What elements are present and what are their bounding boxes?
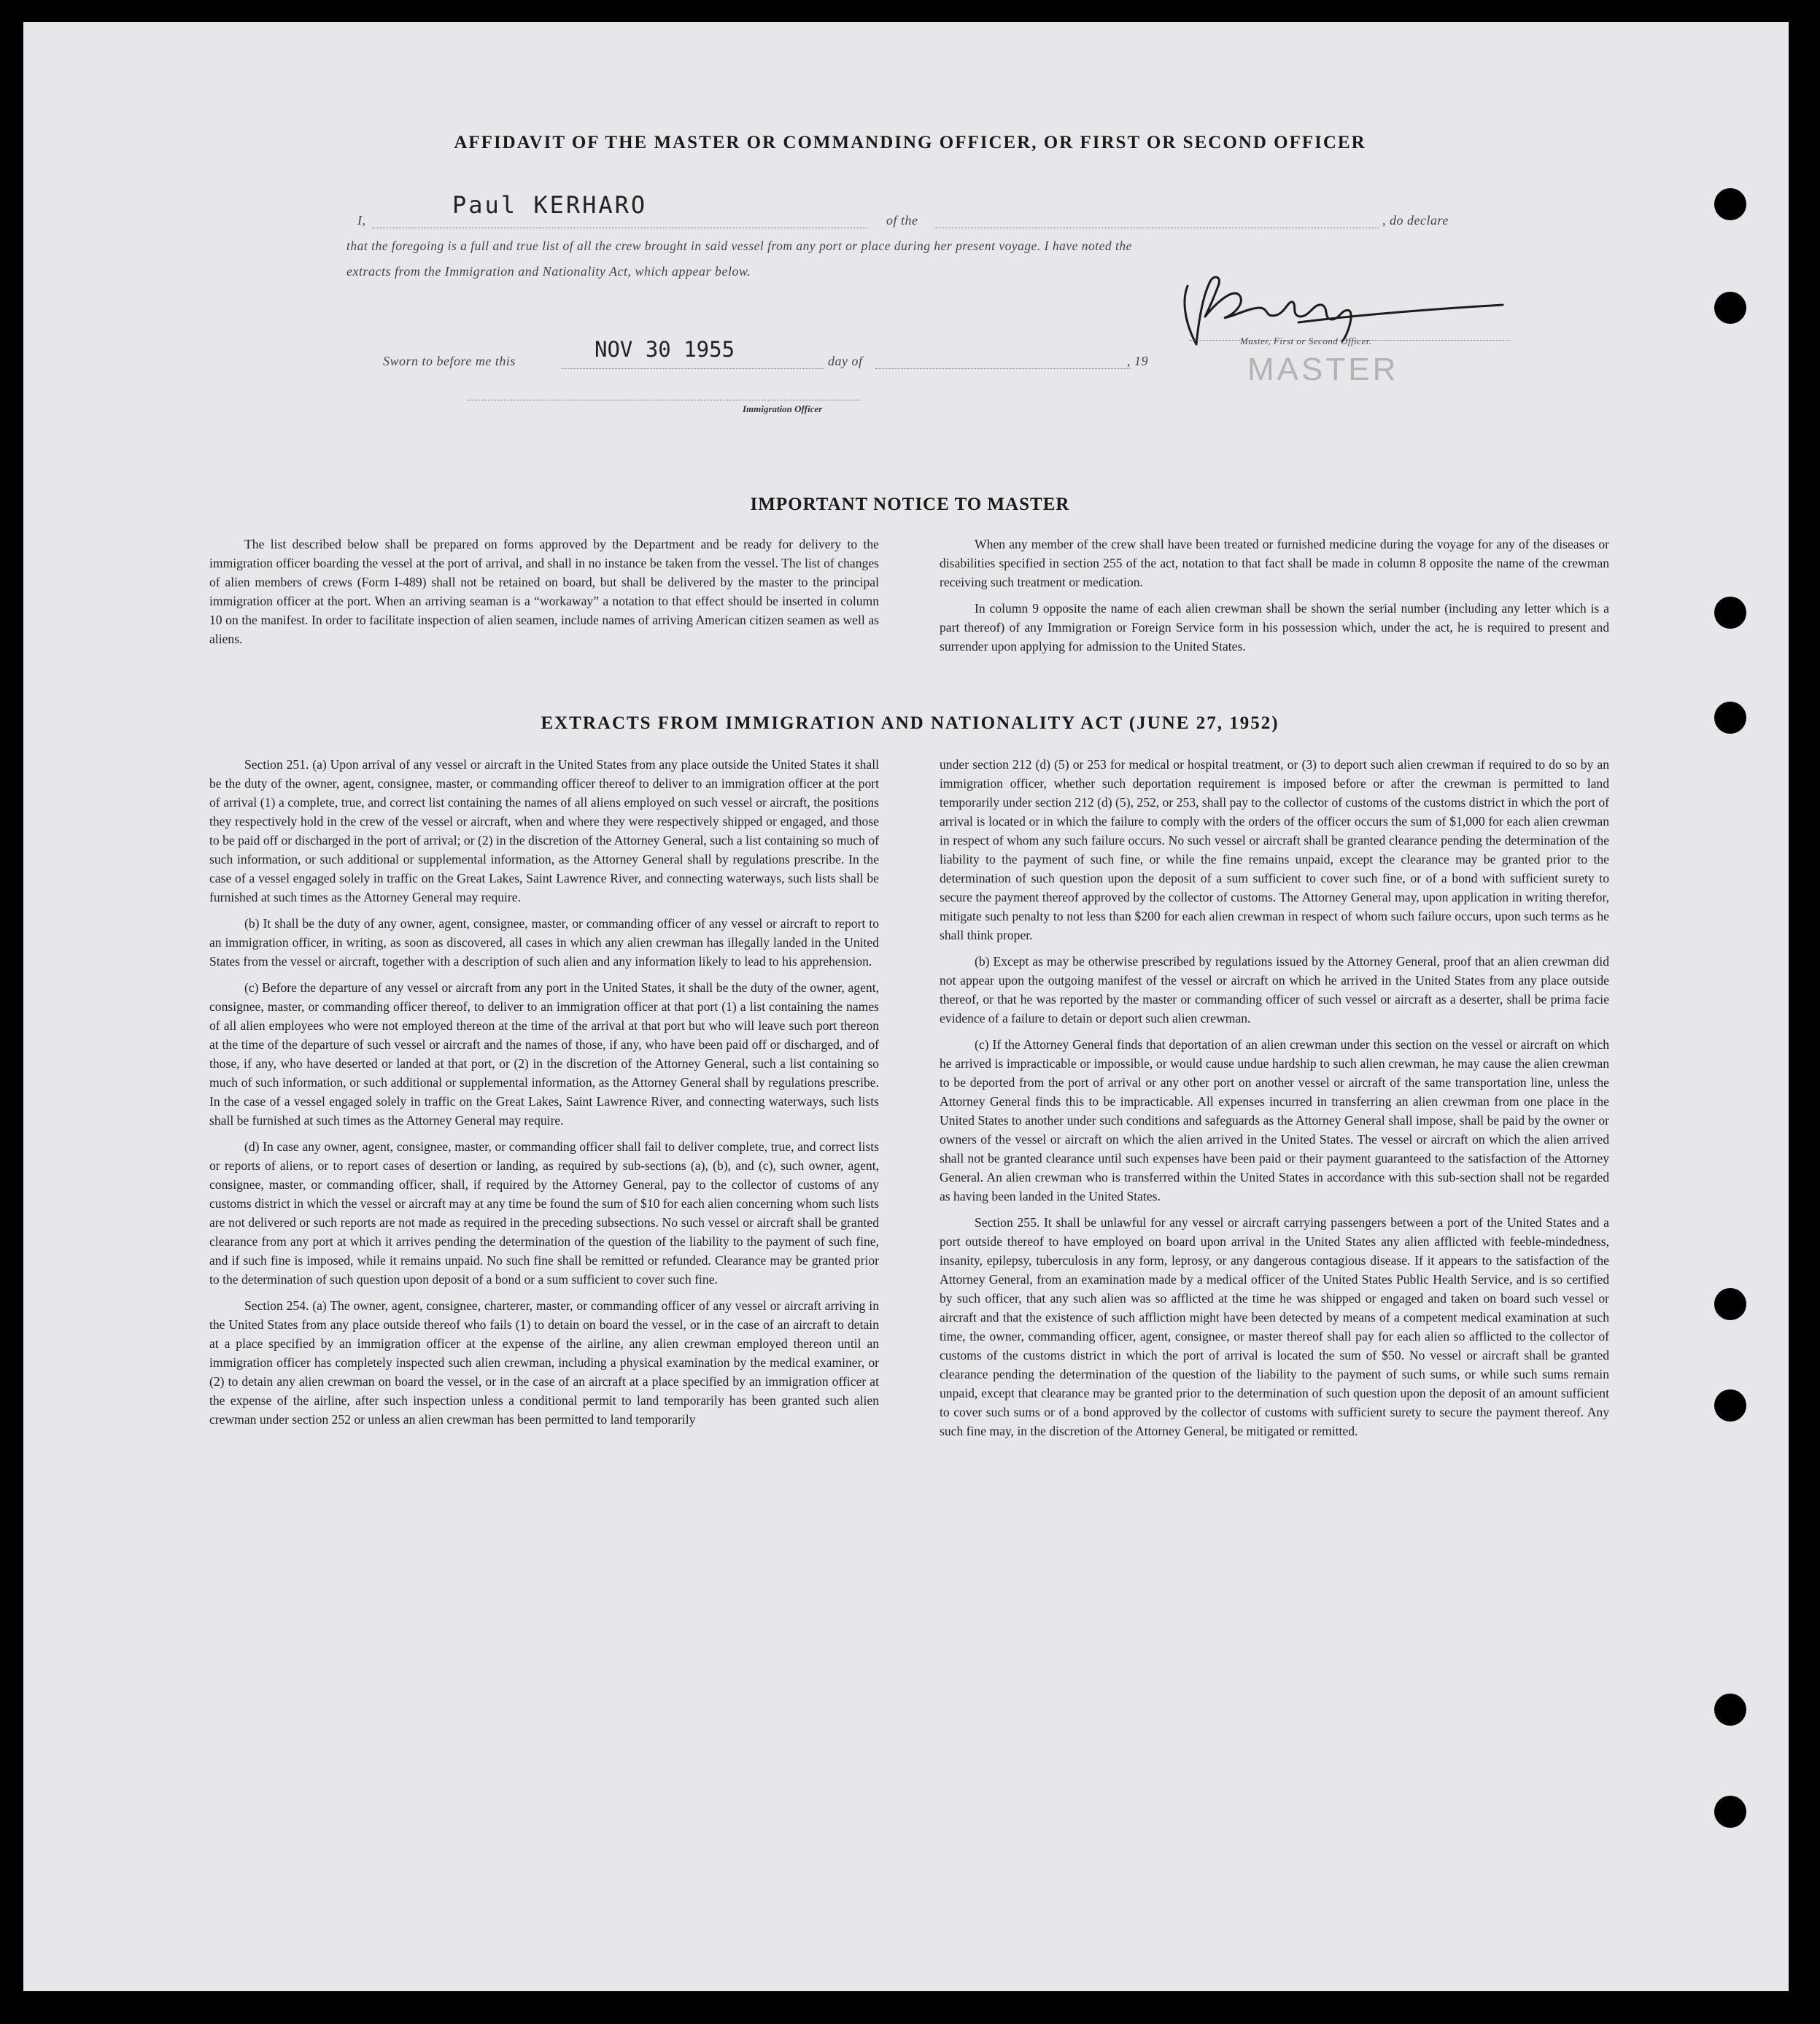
sworn-date: NOV 30 1955: [595, 337, 735, 362]
binder-hole: [1714, 188, 1746, 220]
officer-name: Paul KERHARO: [452, 191, 648, 219]
notice-title: IMPORTANT NOTICE TO MASTER: [750, 495, 1070, 514]
binder-hole: [1714, 1694, 1746, 1726]
section-254a-continued: under section 212 (d) (5) or 253 for medical or hospital treatment, or (3) to deport such alien crewman if required to do so by an immigration officer, whether such deportation requirement is imposed before or after the crewman is permitted to land temporarily under section 212 (d) (5), 252, or 253, shall pay to the collector of customs of the customs district in which the port of arrival is located or in which the failure to comply with the orders of the officer occurs the sum of $1,000 for each alien crewman in respect of whom any such failure occurs. No such vessel or aircraft shall be granted clearance pending the determination of the liability to the payment of such fine, or while the fine remains unpaid, except the clearance may be granted prior to the determination of such question upon the deposit of a sum sufficient to cover such fine, or of a bond with sufficient surety to secure the payment thereof approved by the collector of customs. The Attorney General may, upon application in writing therefor, mitigate such penalty to not less than $200 for each alien crewman in respect of whom such failure occurs, upon such terms as he shall think proper.: [940, 757, 1609, 942]
binder-hole: [1714, 1389, 1746, 1422]
binder-hole: [1714, 1288, 1746, 1320]
year-label: , 19: [1127, 354, 1148, 368]
extracts-right-column: [940, 755, 1609, 1448]
notice-right-paragraph-1: When any member of the crew shall have been treated or furnished medicine during the voyage for any of the diseases or disabilities specified in section 255 of the act, notation to that fact shall be made in column 8 opposite the name of the crewman receiving such treatment or medication.: [940, 537, 1609, 589]
notice-right-paragraph-2: In column 9 opposite the name of each alien crewman shall be shown the serial number (including any letter which is a part thereof) of any Immigration or Foreign Service form in his possession which, under the act, he is required to present and surrender upon applying for admission to the United States.: [940, 601, 1609, 654]
sworn-label: Sworn to before me this: [383, 354, 516, 368]
notice-left-column: [209, 535, 879, 656]
section-251d: (d) In case any owner, agent, consignee, master, or commanding officer shall fail to deliver complete, true, and correct lists or reports of aliens, or to report cases of desertion or landing, as required by sub-sections (a), (b), and (c), such owner, agent, consignee, master, or commanding officer, shall, if required by the Attorney General, pay to the collector of customs of any customs district in which the vessel or aircraft may at any time be found the sum of $10 for each alien concerning whom such lists are not delivered or such reports are not made as required in the preceding subsections. No such vessel or aircraft shall be granted clearance from any port at which it arrives pending the determination of the question of the liability to the payment of such fine, and if such fine is imposed, while it remains unpaid. No such fine shall be remitted or refunded. Clearance may be granted prior to the determination of such question upon deposit of a bond or a sum sufficient to cover such fine.: [209, 1139, 879, 1287]
extracts-left-column: [209, 755, 879, 1436]
section-254c: (c) If the Attorney General finds that deportation of an alien crewman under this section on the vessel or aircraft on which he arrived is impracticable or impossible, or would cause undue hardship to such alien crewman, he may cause the alien crewman to be deported from the port of arrival or any other port on another vessel or aircraft of the same transportation line, unless the Attorney General finds this to be impracticable. All expenses incurred in transferring an alien crewman from one place in the United States to another under such conditions and safeguards as the Attorney General shall impose, shall be paid by the owner or owners of the vessel or aircraft on which the alien arrived in the United States. The vessel or aircraft on which the alien arrived shall not be granted clearance until such expenses have been paid or their payment guaranteed to the satisfaction of the Attorney General. An alien crewman who is transferred within the United States in accordance with this sub-section shall not be regarded as having been landed in the United States.: [940, 1037, 1609, 1203]
section-255: Section 255. It shall be unlawful for any vessel or aircraft carrying passengers between a port of the United States and a port outside thereof to have employed on board upon arrival in the United States any alien afflicted with feeble-mindedness, insanity, epilepsy, tuberculosis in any form, leprosy, or any dangerous contagious disease. If it appears to the satisfaction of the Attorney General, from an examination made by a medical officer of the United States Public Health Service, and is so certified by such officer, that any such alien was so afflicted at the time he was shipped or engaged and taken on board such vessel or aircraft and that the existence of such affliction might have been detected by means of a competent medical examination at such time, the owner, commanding officer, agent, consignee, or master thereof shall pay for each alien so afflicted to the collector of customs of the customs district in which the port of arrival is located the sum of $50. No vessel or aircraft shall be granted clearance pending the determination of the question of the liability to the payment of such sums, or while such sums remain unpaid, except that clearance may be granted prior to the determination of such question upon the deposit of an amount sufficient to cover such sums or of a bond approved by the collector of customs with sufficient surety to secure the payment thereof. Any such fine may, in the discretion of the Attorney General, be mitigated or remitted.: [940, 1215, 1609, 1438]
signature-caption: Master, First or Second Officer.: [1240, 336, 1372, 346]
section-254b: (b) Except as may be otherwise prescribed by regulations issued by the Attorney General, proof that an alien crewman did not appear upon the outgoing manifest of the vessel or aircraft on which he arrived in the United States from any place outside thereof, or that he was reported by the master or commanding officer of such vessel or aircraft as a deserter, shall be prima facie evidence of a failure to detain or deport such alien crewman.: [940, 954, 1609, 1025]
extracts-title: EXTRACTS FROM IMMIGRATION AND NATIONALITY ACT (JUNE 27, 1952): [541, 713, 1279, 733]
section-251b: (b) It shall be the duty of any owner, agent, consignee, master, or commanding officer of any vessel or aircraft to report to an immigration officer, in writing, as soon as discovered, all cases in which any alien crewman has illegally landed in the United States from the vessel or aircraft, together with a description of such alien and any information likely to lead to his apprehension.: [209, 916, 879, 969]
declaration-line-1: that the foregoing is a full and true list of all the crew brought in said vessel from any port or place during her present voyage. I have noted the: [346, 239, 1132, 253]
month-line: [875, 368, 1131, 369]
of-the-label: of the: [886, 213, 918, 228]
do-declare-label: , do declare: [1382, 213, 1449, 228]
immigration-officer-label: Immigration Officer: [743, 403, 823, 414]
affidavit-title: AFFIDAVIT OF THE MASTER OR COMMANDING OFFICER, OR FIRST OR SECOND OFFICER: [454, 133, 1366, 152]
section-251a: Section 251. (a) Upon arrival of any vessel or aircraft in the United States from any place outside the United States it shall be the duty of the owner, agent, consignee, master, or commanding officer thereof to deliver to an immigration officer at the port of arrival (1) a complete, true, and correct list containing the names of all aliens employed on such vessel or aircraft, the positions they respectively hold in the crew of the vessel or aircraft, when and where they were respectively shipped or engaged, and those to be paid off or discharged in the port of arrival; or (2) in the discretion of the Attorney General, such a list containing so much of such information, or such additional or supplemental information, as the Attorney General shall by regulations prescribe. In the case of a vessel engaged solely in traffic on the Great Lakes, Saint Lawrence River, and connecting waterways, such lists shall be furnished at such times as the Attorney General may require.: [209, 757, 879, 904]
declaration-line-2: extracts from the Immigration and Nationality Act, which appear below.: [346, 264, 751, 279]
binder-hole: [1714, 1796, 1746, 1828]
notice-right-column: [940, 535, 1609, 663]
day-of-label: day of: [828, 354, 863, 368]
master-stamp: MASTER: [1247, 352, 1399, 387]
sworn-day-line: [562, 368, 824, 369]
section-251c: (c) Before the departure of any vessel or aircraft from any port in the United States, it shall be the duty of the owner, agent, consignee, master, or commanding officer thereof, to deliver to an immigration officer at that port (1) a list containing the names of all alien employees who were not employed thereon at the time of the arrival at that port but who will leave such port thereon at the time of the departure of such vessel or aircraft and the names of those, if any, who have been paid off or discharged, and of those, if any, who have deserted or landed at that port, or (2) in the discretion of the Attorney General, such a list containing so much of such information, or such additional or supplemental information, as the Attorney General shall by regulations prescribe. In the case of a vessel engaged solely in traffic on the Great Lakes, Saint Lawrence River, and connecting waterways, such lists shall be furnished at such times as the Attorney General may require.: [209, 980, 879, 1128]
binder-hole: [1714, 597, 1746, 629]
notice-left-paragraph: The list described below shall be prepared on forms approved by the Department and be ready for delivery to the immigration officer boarding the vessel at the port of arrival, and shall in no instance be taken from the vessel. The list of changes of alien members of crews (Form I-489) shall not be retained on board, but shall be delivered by the master to the principal immigration officer at the port. When an arriving seaman is a “workaway” a notation to that effect should be inserted in column 10 on the manifest. In order to facilitate inspection of alien seamen, include names of arriving American citizen seamen as well as aliens.: [209, 537, 879, 646]
section-254a: Section 254. (a) The owner, agent, consignee, charterer, master, or commanding officer of any vessel or aircraft arriving in the United States from any place outside thereof who fails (1) to detain on board the vessel, or in the case of an aircraft to detain at a place specified by an immigration officer at the expense of the airline, any alien crewman employed thereon until an immigration officer has completely inspected such alien crewman, including a physical examination by the medical examiner, or (2) to detain any alien crewman on board the vessel, or in the case of an aircraft at a place specified by an immigration officer at the expense of the airline, after such inspection unless a conditional permit to land temporarily has been granted such alien crewman under section 252 or unless an alien crewman has been permitted to land temporarily: [209, 1298, 879, 1427]
i-label: I,: [357, 213, 366, 228]
binder-hole: [1714, 292, 1746, 324]
